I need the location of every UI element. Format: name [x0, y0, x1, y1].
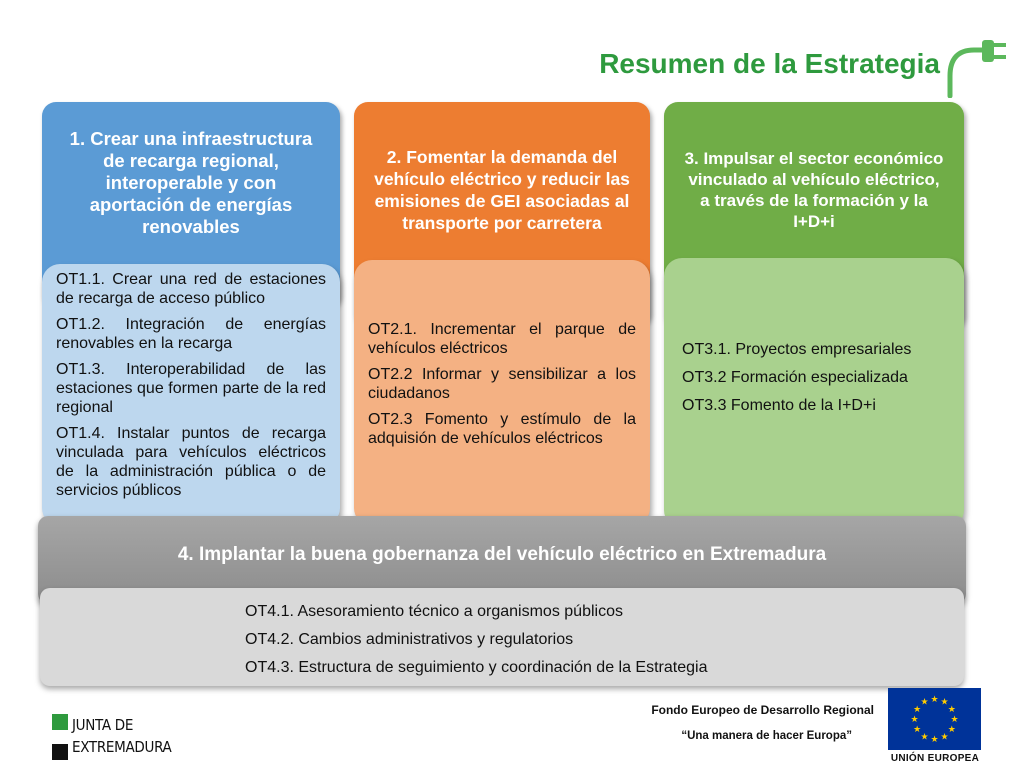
objective-3-heading-line: 3. Impulsar el sector económico [684, 149, 944, 168]
governance-heading: 4. Implantar la buena gobernanza del vehículo eléctrico en Extremadura [177, 544, 827, 565]
list-item: OT2.2 Informar y sensibilizar a los ciudadanos [368, 366, 636, 402]
list-item: OT1.4. Instalar puntos de recarga vinculada para vehículos eléctricos de la administración pública o de servicios públicos [56, 425, 326, 499]
objective-1-heading-line: de recarga regional, [103, 150, 279, 171]
eu-star-icon: ★ [920, 696, 929, 707]
list-item: OT2.3 Fomento y estímulo de la adquisión de vehículos eléctricos [368, 411, 636, 447]
objective-3-heading-line: vinculado al vehículo eléctrico, [688, 170, 940, 189]
eu-star-icon: ★ [913, 704, 922, 714]
list-item: OT1.3. Interoperabilidad de las estaciones que formen parte de la red regional [56, 361, 326, 416]
list-item: OT3.1. Proyectos empresariales [682, 341, 912, 358]
objective-1-items [42, 264, 340, 526]
eu-star-icon: ★ [930, 694, 939, 704]
objective-2-heading-line: vehículo eléctrico y reducir las [374, 169, 630, 189]
objective-2-heading-line: transporte por carretera [402, 213, 602, 233]
objective-card-1 [42, 102, 340, 526]
list-item: OT1.2. Integración de energías renovables en la recarga [56, 316, 326, 352]
list-item: OT1.1. Crear una red de estaciones de recarga de acceso público [56, 271, 326, 307]
list-item: OT4.2. Cambios administrativos y regulatorios [245, 631, 574, 648]
list-item: OT3.2 Formación especializada [682, 369, 908, 386]
eu-flag-icon [888, 688, 981, 750]
list-item: OT3.3 Fomento de la I+D+i [682, 397, 876, 414]
objective-1-heading-line: 1. Crear una infraestructura [69, 128, 313, 149]
objective-3-heading-line: a través de la formación y la [700, 191, 928, 210]
objective-2-heading-line: 2. Fomentar la demanda del [386, 147, 618, 167]
objective-1-heading-line: interoperable y con [105, 172, 277, 193]
fund-motto: “Una manera de hacer Europa” [681, 730, 852, 742]
eu-star-icon: ★ [920, 731, 929, 742]
junta-line-1: JUNTA DE [72, 716, 134, 734]
governance-items [245, 598, 707, 682]
junta-line-2: EXTREMADURA [72, 738, 172, 756]
list-item: OT2.1. Incrementar el parque de vehículos eléctricos [368, 321, 636, 357]
objective-card-2 [354, 102, 650, 526]
objective-3-items [664, 258, 964, 528]
eu-star-icon: ★ [940, 731, 949, 742]
eu-star-icon: ★ [930, 734, 939, 744]
eu-star-icon: ★ [947, 704, 956, 714]
objective-2-heading-line: emisiones de GEI asociadas al [374, 191, 630, 211]
fund-name: Fondo Europeo de Desarrollo Regional [651, 703, 874, 717]
objective-3-heading-line: I+D+i [793, 212, 835, 231]
objective-1-heading-line: aportación de energías [89, 194, 293, 215]
junta-logo-icon [52, 712, 182, 762]
list-item: OT4.1. Asesoramiento técnico a organismos públicos [245, 603, 623, 620]
objective-card-3 [664, 102, 964, 528]
objective-1-heading-line: renovables [142, 216, 240, 237]
eu-label: UNIÓN EUROPEA [890, 753, 980, 764]
objective-2-items [354, 260, 650, 526]
plug-icon [944, 36, 1010, 98]
eu-star-icon: ★ [940, 696, 949, 707]
eu-star-icon: ★ [947, 724, 956, 734]
junta-black-square [52, 744, 68, 760]
eu-star-icon: ★ [913, 724, 922, 734]
eu-star-icon: ★ [950, 714, 959, 724]
slide-title: Resumen de la Estrategia [599, 48, 940, 79]
junta-green-square [52, 714, 68, 730]
eu-star-icon: ★ [910, 714, 919, 724]
list-item: OT4.3. Estructura de seguimiento y coordinación de la Estrategia [245, 659, 708, 676]
